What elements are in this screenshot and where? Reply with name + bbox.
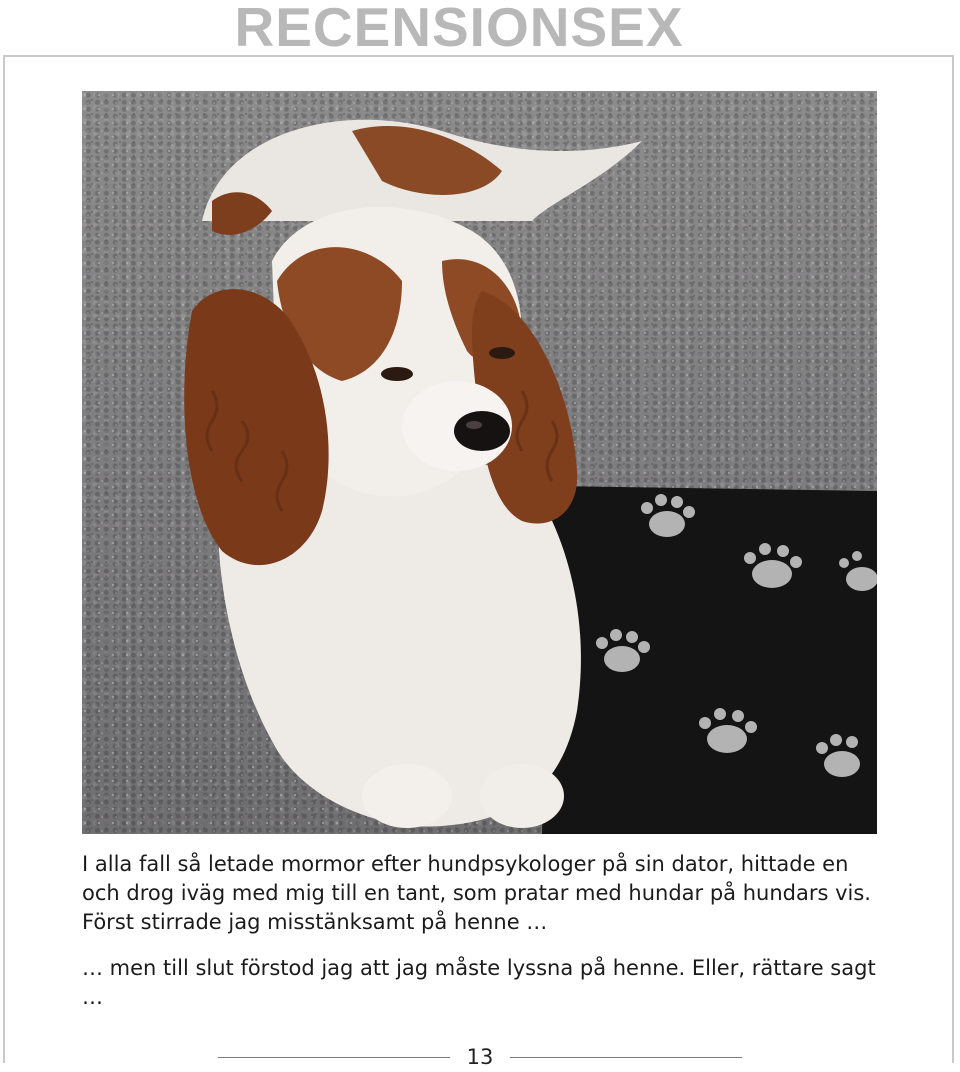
dog-photo	[82, 91, 877, 834]
footer-rule	[218, 1057, 450, 1058]
page-title: RECENSIONSEX	[234, 0, 684, 58]
page-number: 13	[466, 1045, 494, 1069]
story-text	[82, 850, 882, 1012]
paragraph: … men till slut förstod jag att jag måste lyssna på henne. Eller, rättare sagt …	[82, 956, 876, 1009]
rug	[542, 486, 877, 834]
footer-rule	[510, 1057, 742, 1058]
paragraph: I alla fall så letade mormor efter hundpsykologer på sin dator, hittade en och drog iväg med mig till en tant, som pratar med hundar på hundars vis. Först stirrade jag misstänksamt på henne …	[82, 852, 871, 934]
page-footer	[218, 1042, 742, 1068]
dog-nose	[454, 411, 510, 451]
dog-illustration	[82, 91, 877, 834]
